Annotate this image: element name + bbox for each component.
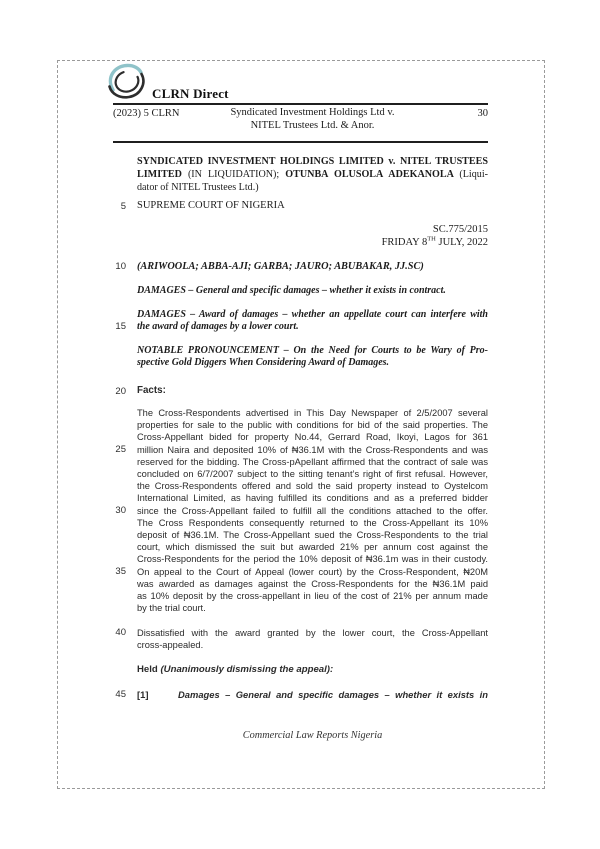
facts-line: On appeal to the Court of Appeal (lower court) by the Cross-Respondent, ₦20M: [137, 566, 488, 577]
facts-line: International Limited, as having fulfilled its conditions and as a preferred bidder: [137, 493, 488, 504]
margin-line-number-15: 15: [115, 321, 126, 332]
catchword-damages-award: [137, 309, 488, 334]
margin-line-number-10: 10: [115, 261, 126, 272]
page-number: 30: [477, 108, 488, 119]
decision-date: [137, 236, 488, 249]
catchword-damages-general: DAMAGES – General and specific damages – whether it exists in contract.: [137, 285, 446, 296]
cross-appeal-line: cross-appealed.: [137, 640, 204, 651]
facts-line: The Cross-Respondents advertised in This Day Newspaper of 2/5/2007 several: [137, 408, 488, 418]
notable-line: spective Gold Diggers When Considering Award of Damages.: [137, 357, 390, 369]
date-day: FRIDAY 8: [381, 237, 428, 248]
notable-line: NOTABLE PRONOUNCEMENT – On the Need for Courts to be Wary of Pro-: [137, 345, 488, 356]
facts-line: Cross-Appellant bided for property No.44, Gerrard Road, Ikoyi, Lagos for 361: [137, 432, 488, 443]
case-title-line2: [137, 168, 488, 181]
running-head-case-line2: NITEL Trustees Ltd. & Anor.: [250, 119, 375, 131]
facts-line: deposit of ₦36.1M. The Cross-Appellant sued the Cross-Respondents to the trial: [137, 530, 488, 541]
cross-appeal-paragraph: [137, 627, 488, 651]
held-heading: [137, 664, 488, 675]
margin-line-number-25: 25: [115, 444, 126, 455]
catchword-line: the award of damages by a lower court.: [137, 321, 299, 333]
margin-line-number-5: 5: [120, 201, 126, 212]
case-title-line1: SYNDICATED INVESTMENT HOLDINGS LIMITED v. NITEL TRUSTEES: [137, 156, 488, 167]
case-title-cont: (Liqui-: [459, 169, 488, 180]
facts-line: was awarded as damages against the Cross-Respondents for the ₦36.1M paid: [137, 578, 488, 589]
margin-line-number-30: 30: [115, 505, 126, 516]
suit-and-date: [137, 223, 488, 249]
facts-line: the Cross-Respondents offered and sold the said property instead to Oystelcom: [137, 481, 488, 492]
margin-line-number-20: 20: [115, 386, 126, 397]
facts-line: court, which dismissed the suit but awarded 21% per annum cost against the: [137, 542, 488, 553]
date-ordinal: TH: [427, 235, 436, 243]
facts-line: by the trial court.: [137, 603, 206, 614]
brand-name: CLRN Direct: [152, 86, 229, 101]
cross-appeal-line: Dissatisfied with the award granted by the lower court, the Cross-Appellant: [137, 628, 488, 638]
facts-line: reserved for the bidding. The Cross-pApellant affirmed that the contract of sale was: [137, 456, 488, 467]
facts-line: as 10% deposit by the cross-appellant in lieu of the cost of 21% per annum made: [137, 591, 488, 602]
holding-text: Damages – General and specific damages – whether it exists in: [178, 689, 488, 700]
facts-line: Cross-Respondents for the period the 10% deposit of ₦36.1m was in their custody.: [137, 554, 488, 565]
running-head-citation: (2023) 5 CLRN: [113, 108, 180, 119]
case-title-status: (IN LIQUIDATION);: [187, 169, 286, 180]
suit-number: SC.775/2015: [432, 224, 488, 235]
held-disposition: (Unanimously dismissing the appeal):: [160, 664, 334, 675]
facts-line: million Naira and deposited 10% of ₦36.1M with the Cross-Respondents and was: [137, 444, 488, 455]
judges-panel: (ARIWOOLA; ABBA-AJI; GARBA; JAURO; ABUBAKAR, JJ.SC): [137, 261, 424, 272]
court-name: SUPREME COURT OF NIGERIA: [137, 200, 285, 211]
date-month-year: JULY, 2022: [435, 237, 488, 248]
clrn-logo-icon: [104, 61, 150, 108]
running-head-case-line1: Syndicated Investment Holdings Ltd v.: [230, 107, 395, 118]
header-rule-bottom: [113, 141, 488, 143]
case-title-party: LIMITED: [137, 169, 188, 180]
holding-item-1: [137, 689, 488, 700]
catchword-line: DAMAGES – Award of damages – whether an appellate court can interfere with: [137, 309, 488, 320]
facts-heading: Facts:: [137, 385, 166, 396]
holding-number: [1]: [137, 689, 149, 700]
margin-line-number-35: 35: [115, 566, 126, 577]
header-rule-top: [113, 103, 488, 105]
facts-line: properties for sale to the public with conditions for bid of the said properties. The: [137, 420, 488, 431]
facts-line: The Cross Respondents consequently returned to the Cross-Appellant its 10%: [137, 517, 488, 528]
margin-line-number-40: 40: [115, 627, 126, 638]
case-title-liquidator: OTUNBA OLUSOLA ADEKANOLA: [285, 169, 460, 180]
margin-line-number-45: 45: [115, 689, 126, 700]
facts-line: concluded on 6/7/2007 subject to the sitting tenant’s right of first refusal. However,: [137, 469, 488, 480]
facts-paragraph: [137, 407, 488, 614]
case-title: [137, 155, 488, 194]
notable-pronouncement: [137, 345, 488, 370]
held-label: Held: [137, 664, 161, 675]
facts-line: since the Cross-Appellant failed to fulfill all the conditions attached to the offer.: [137, 505, 488, 516]
footer-publication-name: Commercial Law Reports Nigeria: [242, 730, 383, 741]
case-title-line3: dator of NITEL Trustees Ltd.): [137, 182, 259, 193]
